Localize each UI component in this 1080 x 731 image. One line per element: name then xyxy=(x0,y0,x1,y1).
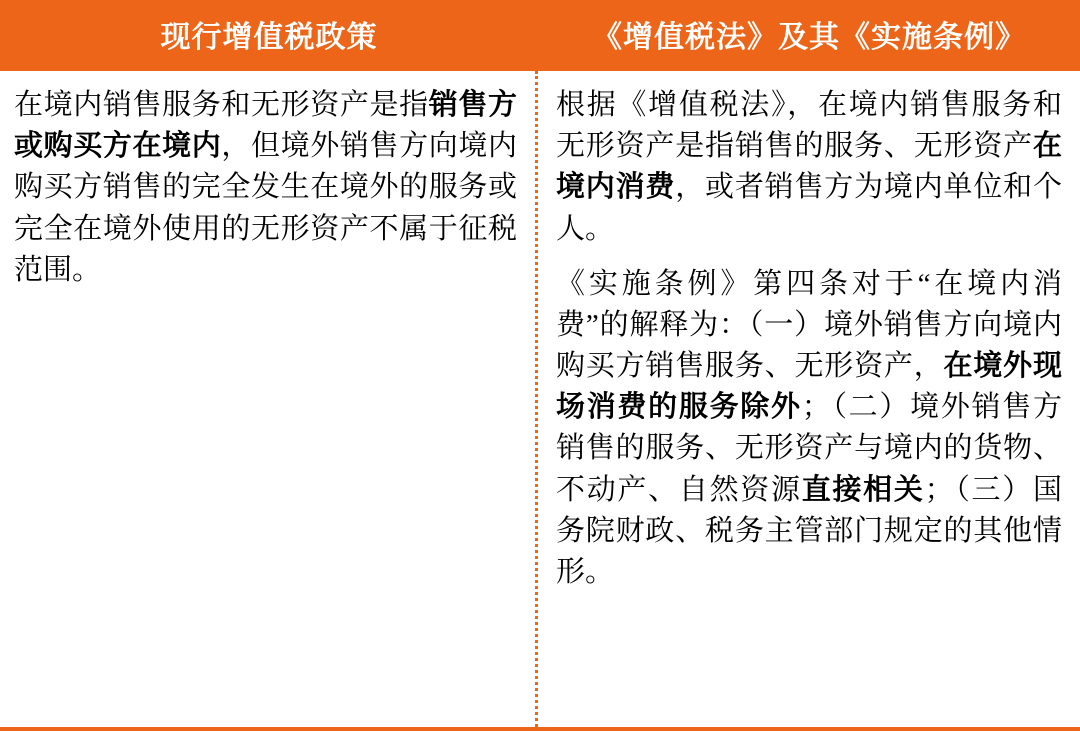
body-text: 在境内销售服务和无形资产是指 xyxy=(14,89,429,121)
paragraph xyxy=(14,85,517,291)
paragraph xyxy=(556,85,1062,250)
body-text: ；（二）境外销售方销售的服务、无形资产与境内的货物、不动产、自然资源 xyxy=(556,391,1062,506)
emphasis-text: 在境外现场消费的服务除外 xyxy=(556,350,1062,424)
table-header-cell-current-policy: 现行增值税政策 xyxy=(160,21,378,54)
body-text: ；（三）国务院财政、税务主管部门规定的其他情形。 xyxy=(556,473,1062,588)
table-body-row xyxy=(0,68,1080,727)
body-text: ，但境外销售方向境内购买方销售的完全发生在境外的服务或完全在境外使用的无形资产不属于征税范围。 xyxy=(14,130,517,286)
table-bottom-rule xyxy=(0,727,1080,731)
body-text: 《实施条例》第四条对于“在境内消费”的解释为：（一）境外销售方向境内购买方销售服务、无形资产， xyxy=(556,267,1062,383)
table-cell-new-law xyxy=(538,71,1080,727)
body-text: 根据《增值税法》，在境内销售服务和无形资产是指销售的服务、无形资产 xyxy=(556,89,1062,163)
paragraph xyxy=(556,264,1062,593)
body-text: ，或者销售方为境内单位和个人。 xyxy=(556,171,1062,245)
emphasis-text: 直接相关 xyxy=(801,473,925,506)
table-header-cell-new-law: 《增值税法》及其《实施条例》 xyxy=(592,21,1026,54)
emphasis-text: 在境内消费 xyxy=(556,130,1062,204)
emphasis-text: 销售方或购买方在境内 xyxy=(14,89,517,163)
table-cell-current-policy xyxy=(0,71,538,727)
table-header-row xyxy=(0,0,1080,68)
